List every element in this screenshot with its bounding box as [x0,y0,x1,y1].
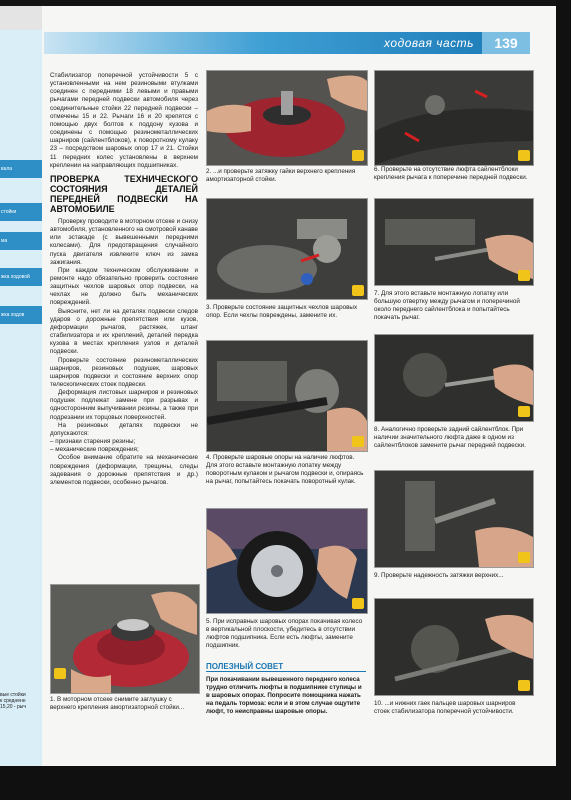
photo-step-10 [374,598,534,696]
photo-10-illustration [375,599,533,695]
spine-label-1: вала [1,166,13,172]
section-title: ходовая часть [384,36,474,50]
paragraph-7: Особое внимание обратите на механические повреждения (деформации, трещины, следы задевания о дорожные препятствия и др.) элементов подвески, особенно рычагов. [50,454,198,486]
scan-border-bottom [0,766,571,800]
page-header [44,32,530,54]
camera-icon [518,552,530,563]
scan-border-right [556,0,571,800]
paragraph-2: При каждом техническом обслуживании и ремонте надо обязательно проверить состояние защитных чехлов шаровых опор подвески, на чехлах не должно быть механических повреждений. [50,266,198,307]
caption-step-9: 9. Проверьте надежность затяжки верхних... [374,572,504,579]
spine-band-1 [0,160,42,178]
camera-icon [518,270,530,281]
scan-border-top [0,0,571,6]
caption-step-8: 8. Аналогично проверьте задний сайлентблок. При наличии значительного люфта даже в одном из сайлентблоков замените рычаг передней подвески. [374,426,526,450]
photo-7-illustration [375,199,533,285]
photo-4-illustration [207,341,367,451]
caption-step-6: 6. Проверьте на отсутствие люфта сайлентблоки крепления рычага к поперечине передней подвески. [374,166,528,182]
camera-icon [54,668,66,679]
section-heading: ПРОВЕРКА ТЕХНИЧЕСКОГО СОСТОЯНИЯ ДЕТАЛЕЙ ПЕРЕДНЕЙ ПОДВЕСКИ НА АВТОМОБИЛЕ [50,173,198,214]
intro-paragraph: Стабилизатор поперечной устойчивости 5 с установленными на нем резиновыми втулками соединен с передними 18 левыми и правыми рычагами передней подвески автомобиля через соединительные стойки 22 передней подвески – отмечены 15 и 22. Рычаги 16 и 20 крепятся с помощью двух болтов к поддону кузова и соединены с помощью резинометаллических шарниров (сайлентблоков), к поворотному кулаку 23 – посредством шаровых опор 17 и 21. Стойки 11 передних колес установлены в верхнем креплении на направляющих подшипниках. [50,72,198,169]
photo-6-illustration [375,71,533,165]
photo-step-9 [374,470,534,568]
paragraph-3: Выясните, нет ли на деталях подвески следов ударов о дорожные препятствия или кузов, деформации рычагов, растяжек, штанг стабилизатора и их креплений, деталей передка кузова в местах крепления узлов и деталей подвески. [50,307,198,356]
photo-5-illustration [207,509,367,613]
left-text-column [50,72,198,487]
caption-step-3: 3. Проверьте состояние защитных чехлов шаровых опор. Если чехлы повреждены, замените их. [206,304,358,320]
spine-label-2: стойки [1,209,17,215]
paragraph-5: Деформация листовых шарниров и резиновых подушек подлежат замене при разрывах и односторонним выпучивании резины, а также при подрезании их торцовых поверхностей. [50,389,198,421]
spine-strip [0,30,42,770]
camera-icon [352,150,364,161]
caption-step-5: 5. При исправных шаровых опорах покачивая колесо в вертикальной плоскости, убедитесь в отсутствии люфтов подшипника. Если есть люфты, замените подшипник. [206,618,363,650]
paragraph-1: Проверку проводите в моторном отсеке и снизу автомобиля, установленного на смотровой канаве или эстакаде (с вывешенными передними колесами). Для предотвращения случайного пуска двигателя извлеките ключ из замка зажигания. [50,217,198,266]
photo-2-illustration [207,71,367,165]
tip-text: При покачивании вывешенного переднего колеса трудно отличить люфты в подшипнике ступицы и в шаровых опорах. Попросите помощника нажать на педаль тормоза: если и в этом случае ощутите люфт, то неисправны шаровые опоры. [206,676,362,715]
caption-step-4: 4. Проверьте шаровые опоры на наличие люфтов. Для этого вставьте монтажную лопатку между поворотным кулаком и рычагом подвески и, опираясь на рычаг, попытайтесь покачать поворотный кулак. [206,454,364,486]
tip-title: ПОЛЕЗНЫЙ СОВЕТ [206,662,366,672]
photo-8-illustration [375,335,533,421]
caption-step-7: 7. Для этого вставьте монтажную лопатку или большую отвертку между рычагом и поперечиной около переднего сайлентблока и попытайтесь покачать рычаг. [374,290,520,322]
spine-band-5 [0,306,42,324]
spine-label-3: ма [1,238,8,244]
list-item-2: – механические повреждения; [50,446,139,454]
photo-step-3 [206,198,368,300]
camera-icon [352,598,364,609]
camera-icon [518,680,530,691]
photo-1-illustration [51,585,199,693]
caption-step-1: 1. В моторном отсеке снимите заглушку с верхнего крепления амортизаторной стойки... [50,696,185,712]
page-number: 139 [482,32,530,54]
paragraph-4: Проверьте состояние резинометаллических шарниров, резиновых подушек, шаровых шарниров подвески и состояние верхних опор телескопических стоек подвески. [50,356,198,388]
list-item-1: – признаки старения резины; [50,438,136,446]
paragraph-6: На резиновых деталях подвески не допускаются: [50,421,198,437]
photo-step-1 [50,584,200,694]
camera-icon [518,406,530,417]
spine-band-2 [0,203,42,221]
photo-step-2 [206,70,368,166]
photo-step-6 [374,70,534,166]
spine-band-3 [0,232,42,250]
photo-step-7 [374,198,534,286]
camera-icon [352,285,364,296]
camera-icon [518,150,530,161]
photo-9-illustration [375,471,533,567]
photo-step-8 [374,334,534,422]
camera-icon [352,436,364,447]
spine-band-4 [0,268,42,286]
photo-step-4 [206,340,368,452]
photo-3-illustration [207,199,367,299]
spine-label-4: жка ходовой [1,274,30,280]
photo-step-5 [206,508,368,614]
caption-step-2: 2. ...и проверьте затяжку гайки верхнего крепления амортизаторной стойки. [206,168,356,184]
spine-bottom-text: вые стойки к средненн 15,20 - рыч [0,692,26,710]
caption-step-10: 10. ...и нижних гаек пальцев шаровых шарниров стоек стабилизатора поперечной устойчивости. [374,700,516,716]
spine-label-5: жка ходов [1,312,25,318]
